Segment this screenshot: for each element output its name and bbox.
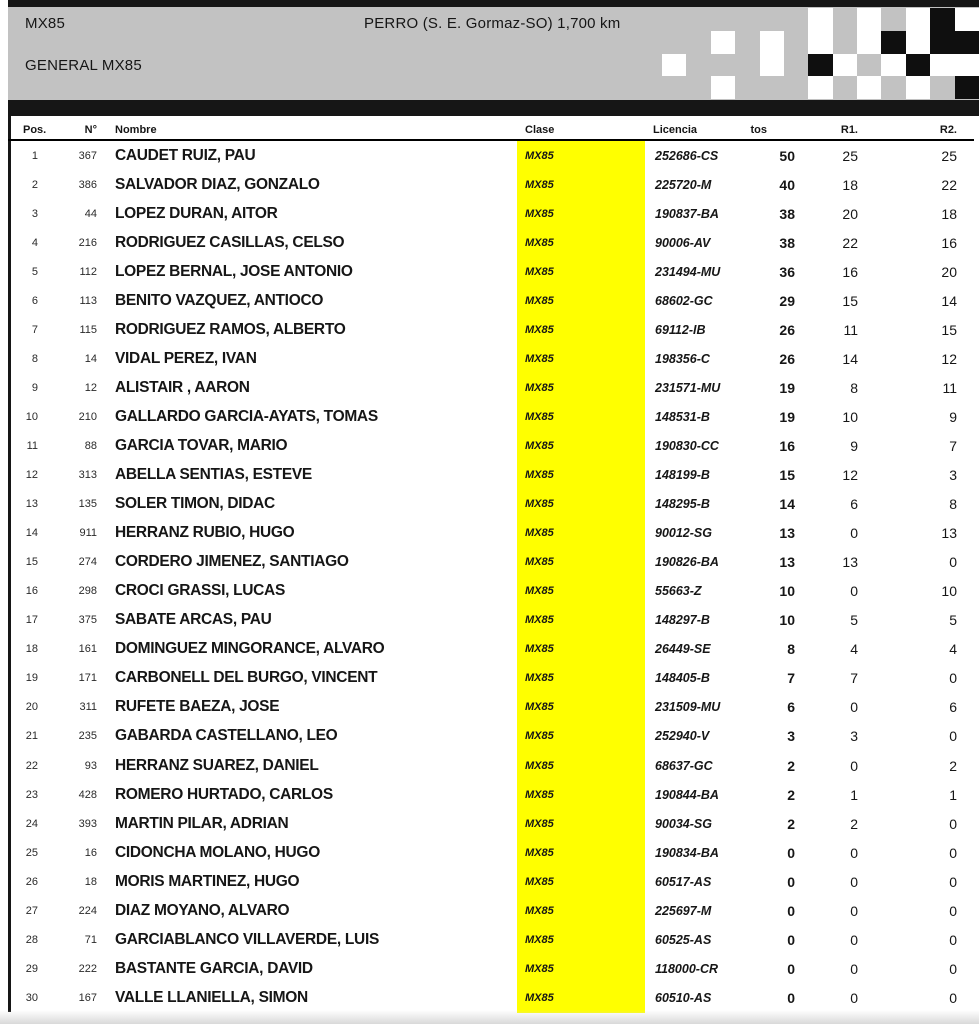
row-rider-number: 216 xyxy=(78,236,97,249)
row-position: 21 xyxy=(25,730,38,743)
row-class: MX85 xyxy=(525,556,554,569)
row-class: MX85 xyxy=(525,875,554,888)
row-rider-number: 93 xyxy=(84,759,97,772)
row-position: 18 xyxy=(25,643,38,656)
row-points-total: 0 xyxy=(787,873,795,890)
row-class: MX85 xyxy=(525,730,554,743)
row-race2-points: 14 xyxy=(941,292,957,309)
row-rider-number: 393 xyxy=(78,817,97,830)
table-row xyxy=(0,606,979,635)
row-race1-points: 0 xyxy=(850,931,858,948)
row-race1-points: 13 xyxy=(842,554,858,571)
row-position: 22 xyxy=(25,759,38,772)
row-race1-points: 11 xyxy=(843,321,858,338)
row-points-total: 0 xyxy=(787,960,795,977)
row-race2-points: 10 xyxy=(941,583,957,600)
row-class: MX85 xyxy=(525,904,554,917)
row-rider-name: SOLER TIMON, DIDAC xyxy=(115,495,275,513)
col-header-name: Nombre xyxy=(115,124,157,136)
table-row xyxy=(0,664,979,693)
row-position: 8 xyxy=(31,352,38,365)
row-race1-points: 0 xyxy=(850,902,858,919)
row-race2-points: 0 xyxy=(949,902,957,919)
row-class: MX85 xyxy=(525,178,554,191)
row-position: 26 xyxy=(25,875,38,888)
row-race2-points: 7 xyxy=(949,437,957,454)
row-class: MX85 xyxy=(525,933,554,946)
row-rider-number: 274 xyxy=(78,556,97,569)
table-row xyxy=(0,141,979,170)
row-race2-points: 2 xyxy=(949,757,957,774)
event-title: PERRO (S. E. Gormaz-SO) 1,700 km xyxy=(364,15,621,32)
table-row xyxy=(0,983,979,1012)
row-points-total: 2 xyxy=(787,786,795,803)
table-row xyxy=(0,548,979,577)
row-position: 12 xyxy=(25,469,38,482)
col-header-points: tos xyxy=(750,124,767,136)
row-rider-number: 222 xyxy=(78,962,97,975)
row-position: 16 xyxy=(25,585,38,598)
row-points-total: 26 xyxy=(779,321,795,338)
col-header-race2: R2. xyxy=(939,124,957,136)
table-row xyxy=(0,867,979,896)
table-row xyxy=(0,315,979,344)
row-rider-number: 161 xyxy=(78,643,97,656)
row-race1-points: 25 xyxy=(842,147,858,164)
row-points-total: 15 xyxy=(779,467,795,484)
row-rider-name: MORIS MARTINEZ, HUGO xyxy=(115,872,300,890)
row-class: MX85 xyxy=(525,672,554,685)
row-rider-name: LOPEZ DURAN, AITOR xyxy=(115,204,278,222)
page-title: GENERAL MX85 xyxy=(25,57,142,74)
row-race1-points: 22 xyxy=(842,234,858,251)
table-row xyxy=(0,896,979,925)
row-rider-number: 224 xyxy=(78,904,97,917)
row-rider-name: CIDONCHA MOLANO, HUGO xyxy=(115,843,320,861)
row-position: 5 xyxy=(31,265,38,278)
row-class: MX85 xyxy=(525,236,554,249)
row-points-total: 13 xyxy=(779,554,795,571)
table-row xyxy=(0,286,979,315)
row-points-total: 2 xyxy=(787,757,795,774)
row-points-total: 19 xyxy=(779,408,795,425)
row-race2-points: 3 xyxy=(949,467,957,484)
row-class: MX85 xyxy=(525,846,554,859)
row-race1-points: 15 xyxy=(842,292,858,309)
row-licence: 190834-BA xyxy=(655,845,719,860)
row-race1-points: 10 xyxy=(842,408,858,425)
row-licence: 148295-B xyxy=(655,497,710,512)
row-race2-points: 0 xyxy=(949,728,957,745)
table-row xyxy=(0,954,979,983)
table-row xyxy=(0,170,979,199)
row-rider-number: 298 xyxy=(78,585,97,598)
row-race1-points: 5 xyxy=(850,612,858,629)
row-class: MX85 xyxy=(525,149,554,162)
row-race2-points: 1 xyxy=(949,786,957,803)
row-class: MX85 xyxy=(525,352,554,365)
table-row xyxy=(0,722,979,751)
row-rider-number: 88 xyxy=(84,439,97,452)
row-points-total: 29 xyxy=(779,292,795,309)
row-rider-number: 235 xyxy=(78,730,97,743)
row-position: 20 xyxy=(25,701,38,714)
results-rows xyxy=(0,141,979,1012)
table-row xyxy=(0,461,979,490)
row-licence: 60525-AS xyxy=(655,932,712,947)
table-row xyxy=(0,490,979,519)
row-points-total: 0 xyxy=(787,931,795,948)
class-label: MX85 xyxy=(25,15,65,32)
table-row xyxy=(0,519,979,548)
row-rider-number: 171 xyxy=(78,672,97,685)
row-rider-number: 14 xyxy=(84,352,97,365)
row-licence: 148531-B xyxy=(655,409,710,424)
table-row xyxy=(0,373,979,402)
row-points-total: 26 xyxy=(779,350,795,367)
table-row xyxy=(0,751,979,780)
row-licence: 68602-GC xyxy=(655,293,713,308)
row-licence: 26449-SE xyxy=(655,642,711,657)
checkered-flag-icon xyxy=(662,8,979,99)
row-race2-points: 6 xyxy=(949,699,957,716)
row-race2-points: 13 xyxy=(941,525,957,542)
row-race2-points: 0 xyxy=(949,844,957,861)
row-licence: 60510-AS xyxy=(655,990,712,1005)
row-points-total: 16 xyxy=(779,437,795,454)
row-race1-points: 6 xyxy=(850,496,858,513)
col-header-race1: R1. xyxy=(840,124,858,136)
row-race1-points: 1 xyxy=(850,786,858,803)
row-points-total: 19 xyxy=(779,379,795,396)
row-licence: 148405-B xyxy=(655,671,710,686)
row-rider-name: ABELLA SENTIAS, ESTEVE xyxy=(115,466,312,484)
col-header-number: N° xyxy=(84,124,97,136)
row-rider-name: GALLARDO GARCIA-AYATS, TOMAS xyxy=(115,407,378,425)
row-race1-points: 14 xyxy=(842,350,858,367)
row-position: 30 xyxy=(25,991,38,1004)
report-header xyxy=(8,7,979,100)
row-rider-number: 210 xyxy=(78,410,97,423)
row-rider-name: HERRANZ RUBIO, HUGO xyxy=(115,524,295,542)
row-position: 29 xyxy=(25,962,38,975)
row-licence: 60517-AS xyxy=(655,874,712,889)
row-position: 2 xyxy=(31,178,38,191)
row-race2-points: 5 xyxy=(949,612,957,629)
row-points-total: 36 xyxy=(779,263,795,280)
row-race2-points: 8 xyxy=(949,496,957,513)
row-licence: 231494-MU xyxy=(655,264,721,279)
row-race2-points: 0 xyxy=(949,554,957,571)
row-points-total: 10 xyxy=(779,583,795,600)
row-points-total: 8 xyxy=(787,641,795,658)
row-race1-points: 0 xyxy=(850,699,858,716)
row-race1-points: 0 xyxy=(850,583,858,600)
row-rider-name: RUFETE BAEZA, JOSE xyxy=(115,698,280,716)
row-position: 23 xyxy=(25,788,38,801)
row-points-total: 13 xyxy=(779,525,795,542)
row-licence: 190830-CC xyxy=(655,438,719,453)
row-position: 17 xyxy=(25,614,38,627)
row-rider-name: ROMERO HURTADO, CARLOS xyxy=(115,785,333,803)
header-top-bar xyxy=(8,0,979,7)
row-rider-name: VALLE LLANIELLA, SIMON xyxy=(115,988,308,1006)
row-rider-name: SALVADOR DIAZ, GONZALO xyxy=(115,175,320,193)
row-class: MX85 xyxy=(525,962,554,975)
row-rider-name: BENITO VAZQUEZ, ANTIOCO xyxy=(115,291,324,309)
row-licence: 148199-B xyxy=(655,468,710,483)
table-row xyxy=(0,577,979,606)
col-header-class: Clase xyxy=(525,124,555,136)
col-header-pos: Pos. xyxy=(23,124,47,136)
row-rider-name: LOPEZ BERNAL, JOSE ANTONIO xyxy=(115,262,353,280)
row-licence: 90012-SG xyxy=(655,526,712,541)
row-rider-name: HERRANZ SUAREZ, DANIEL xyxy=(115,756,319,774)
row-rider-number: 911 xyxy=(79,527,97,540)
row-points-total: 7 xyxy=(787,670,795,687)
row-race2-points: 18 xyxy=(941,205,957,222)
row-points-total: 2 xyxy=(787,815,795,832)
row-race2-points: 9 xyxy=(949,408,957,425)
row-race1-points: 7 xyxy=(850,670,858,687)
row-points-total: 0 xyxy=(787,902,795,919)
row-licence: 190844-BA xyxy=(655,787,719,802)
row-position: 9 xyxy=(31,381,38,394)
row-rider-number: 12 xyxy=(84,381,97,394)
table-row xyxy=(0,344,979,373)
row-race1-points: 12 xyxy=(842,467,858,484)
row-race2-points: 4 xyxy=(949,641,957,658)
row-position: 28 xyxy=(25,933,38,946)
table-row xyxy=(0,199,979,228)
row-rider-number: 112 xyxy=(79,265,97,278)
row-race1-points: 20 xyxy=(842,205,858,222)
row-licence: 68637-GC xyxy=(655,758,713,773)
row-position: 1 xyxy=(31,149,38,162)
row-rider-number: 386 xyxy=(78,178,97,191)
row-rider-name: CORDERO JIMENEZ, SANTIAGO xyxy=(115,553,349,571)
row-race1-points: 16 xyxy=(842,263,858,280)
row-class: MX85 xyxy=(525,788,554,801)
row-class: MX85 xyxy=(525,439,554,452)
row-rider-number: 167 xyxy=(78,991,97,1004)
row-race1-points: 4 xyxy=(850,641,858,658)
table-row xyxy=(0,780,979,809)
row-position: 6 xyxy=(31,294,38,307)
row-race2-points: 0 xyxy=(949,815,957,832)
row-position: 15 xyxy=(25,556,38,569)
table-row xyxy=(0,257,979,286)
row-rider-name: RODRIGUEZ RAMOS, ALBERTO xyxy=(115,320,346,338)
row-rider-number: 44 xyxy=(84,207,97,220)
row-race2-points: 11 xyxy=(942,379,957,396)
row-race2-points: 0 xyxy=(949,989,957,1006)
row-points-total: 3 xyxy=(787,728,795,745)
row-rider-number: 16 xyxy=(84,846,97,859)
row-class: MX85 xyxy=(525,498,554,511)
row-rider-name: MARTIN PILAR, ADRIAN xyxy=(115,814,289,832)
row-race2-points: 0 xyxy=(949,670,957,687)
row-race2-points: 22 xyxy=(941,176,957,193)
row-position: 14 xyxy=(25,527,38,540)
header-separator-bar xyxy=(8,100,979,116)
row-rider-name: CAUDET RUIZ, PAU xyxy=(115,146,256,164)
row-race1-points: 9 xyxy=(850,437,858,454)
row-class: MX85 xyxy=(525,265,554,278)
row-rider-name: DOMINGUEZ MINGORANCE, ALVARO xyxy=(115,640,385,658)
row-rider-number: 367 xyxy=(78,149,97,162)
row-points-total: 38 xyxy=(779,234,795,251)
row-class: MX85 xyxy=(525,991,554,1004)
row-rider-name: ALISTAIR , AARON xyxy=(115,378,250,396)
row-licence: 55663-Z xyxy=(655,584,702,599)
row-points-total: 38 xyxy=(779,205,795,222)
row-rider-number: 135 xyxy=(78,498,97,511)
row-points-total: 40 xyxy=(779,176,795,193)
row-race2-points: 0 xyxy=(949,873,957,890)
row-race1-points: 0 xyxy=(850,525,858,542)
row-points-total: 0 xyxy=(787,844,795,861)
row-race1-points: 0 xyxy=(850,757,858,774)
row-race2-points: 12 xyxy=(941,350,957,367)
row-licence: 231509-MU xyxy=(655,700,721,715)
row-licence: 252940-V xyxy=(655,729,710,744)
row-race1-points: 8 xyxy=(850,379,858,396)
row-class: MX85 xyxy=(525,585,554,598)
row-rider-number: 311 xyxy=(79,701,97,714)
table-row xyxy=(0,402,979,431)
table-row xyxy=(0,693,979,722)
row-race1-points: 18 xyxy=(842,176,858,193)
table-row xyxy=(0,228,979,257)
row-rider-number: 113 xyxy=(79,294,97,307)
row-rider-name: BASTANTE GARCIA, DAVID xyxy=(115,959,313,977)
row-class: MX85 xyxy=(525,759,554,772)
col-header-licence: Licencia xyxy=(653,124,698,136)
row-licence: 252686-CS xyxy=(655,148,719,163)
row-class: MX85 xyxy=(525,701,554,714)
row-race2-points: 20 xyxy=(941,263,957,280)
row-points-total: 14 xyxy=(779,496,795,513)
row-position: 24 xyxy=(25,817,38,830)
row-class: MX85 xyxy=(525,410,554,423)
row-position: 19 xyxy=(25,672,38,685)
row-rider-number: 428 xyxy=(78,788,97,801)
row-rider-name: GARCIABLANCO VILLAVERDE, LUIS xyxy=(115,930,379,948)
row-licence: 90006-AV xyxy=(655,235,711,250)
row-class: MX85 xyxy=(525,381,554,394)
table-row xyxy=(0,431,979,460)
row-position: 4 xyxy=(31,236,38,249)
row-race1-points: 3 xyxy=(850,728,858,745)
row-rider-number: 375 xyxy=(78,614,97,627)
row-licence: 190837-BA xyxy=(655,206,719,221)
row-points-total: 10 xyxy=(779,612,795,629)
row-licence: 190826-BA xyxy=(655,555,719,570)
row-rider-name: VIDAL PEREZ, IVAN xyxy=(115,349,257,367)
row-position: 27 xyxy=(25,904,38,917)
row-licence: 198356-C xyxy=(655,351,710,366)
row-licence: 225720-M xyxy=(655,177,712,192)
row-rider-name: RODRIGUEZ CASILLAS, CELSO xyxy=(115,233,345,251)
row-race2-points: 0 xyxy=(949,931,957,948)
row-race2-points: 0 xyxy=(949,960,957,977)
table-row xyxy=(0,635,979,664)
table-row xyxy=(0,838,979,867)
table-row xyxy=(0,925,979,954)
row-class: MX85 xyxy=(525,614,554,627)
row-licence: 90034-SG xyxy=(655,816,712,831)
row-rider-name: GABARDA CASTELLANO, LEO xyxy=(115,727,338,745)
row-licence: 225697-M xyxy=(655,903,712,918)
row-race2-points: 16 xyxy=(941,234,957,251)
row-class: MX85 xyxy=(525,207,554,220)
row-class: MX85 xyxy=(525,643,554,656)
row-licence: 69112-IB xyxy=(655,322,706,337)
row-position: 25 xyxy=(25,846,38,859)
row-race1-points: 0 xyxy=(850,873,858,890)
row-class: MX85 xyxy=(525,469,554,482)
row-race2-points: 25 xyxy=(941,147,957,164)
row-rider-number: 313 xyxy=(78,469,97,482)
row-rider-number: 115 xyxy=(79,323,97,336)
row-race1-points: 0 xyxy=(850,844,858,861)
row-race1-points: 0 xyxy=(850,960,858,977)
row-class: MX85 xyxy=(525,527,554,540)
row-position: 7 xyxy=(31,323,38,336)
row-class: MX85 xyxy=(525,294,554,307)
table-row xyxy=(0,809,979,838)
row-class: MX85 xyxy=(525,817,554,830)
row-race1-points: 0 xyxy=(850,989,858,1006)
row-licence: 231571-MU xyxy=(655,380,721,395)
row-points-total: 0 xyxy=(787,989,795,1006)
row-licence: 118000-CR xyxy=(655,961,719,976)
row-points-total: 50 xyxy=(779,147,795,164)
row-rider-name: SABATE ARCAS, PAU xyxy=(115,611,272,629)
row-position: 3 xyxy=(31,207,38,220)
row-licence: 148297-B xyxy=(655,613,710,628)
row-class: MX85 xyxy=(525,323,554,336)
row-position: 13 xyxy=(25,498,38,511)
row-rider-name: CARBONELL DEL BURGO, VINCENT xyxy=(115,669,378,687)
row-rider-number: 71 xyxy=(84,933,97,946)
row-rider-name: CROCI GRASSI, LUCAS xyxy=(115,582,285,600)
row-rider-number: 18 xyxy=(84,875,97,888)
row-rider-name: DIAZ MOYANO, ALVARO xyxy=(115,901,290,919)
row-points-total: 6 xyxy=(787,699,795,716)
row-rider-name: GARCIA TOVAR, MARIO xyxy=(115,436,288,454)
row-position: 11 xyxy=(26,439,38,452)
bottom-fade xyxy=(0,1010,979,1024)
row-race1-points: 2 xyxy=(850,815,858,832)
row-race2-points: 15 xyxy=(941,321,957,338)
row-position: 10 xyxy=(25,410,38,423)
